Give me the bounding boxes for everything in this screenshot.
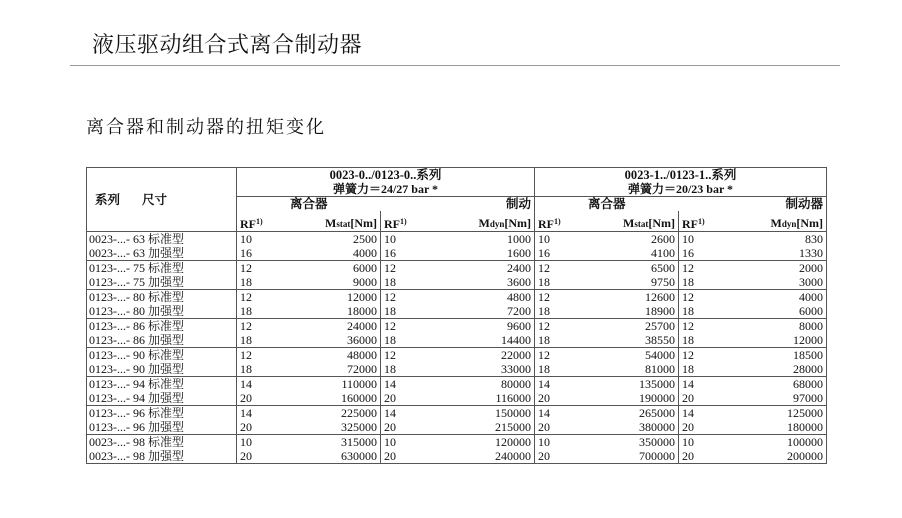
clutch-0-header: 离合器: [237, 197, 381, 212]
table-row: [87, 304, 827, 319]
mstat-col-1: Mstat[Nm]: [279, 211, 381, 232]
table-row: [87, 377, 827, 392]
rf-cell: 18: [381, 304, 423, 319]
torque-cell: 12000: [721, 333, 827, 348]
rf-cell: 16: [237, 246, 279, 261]
rf-cell: 18: [535, 333, 577, 348]
torque-cell: 135000: [639, 377, 675, 391]
table-row: [87, 406, 827, 421]
series-group-0-pressure: 弹簧力＝24/27 bar *: [237, 182, 535, 197]
series-header: 系列: [95, 192, 121, 207]
series-size-header: [87, 168, 237, 232]
torque-cell: 630000: [279, 449, 381, 464]
page-title: 液压驱动组合式离合制动器: [92, 33, 363, 58]
torque-cell: 110000: [341, 377, 377, 391]
torque-cell: 4000: [721, 290, 827, 305]
rf-cell: 18: [381, 333, 423, 348]
table-header: [87, 168, 827, 232]
rf-cell: 18: [679, 275, 721, 290]
torque-cell: 18500: [721, 348, 827, 363]
title-divider: [70, 65, 840, 66]
model-cell: 0123-...- 96 标准型: [87, 406, 237, 421]
torque-cell: 4100: [577, 246, 679, 261]
rf-col-4: RF$^{1)}$: [679, 211, 721, 232]
rf-cell: 12: [381, 348, 423, 363]
rf-cell: 10: [679, 232, 721, 247]
table-row: [87, 435, 827, 450]
rf-cell: 14: [679, 377, 721, 392]
rf-cell: 18: [237, 333, 279, 348]
torque-cell: 1330: [721, 246, 827, 261]
rf-cell: 10: [535, 435, 577, 450]
rf-cell: 10: [381, 435, 423, 450]
torque-cell: 830: [721, 232, 827, 247]
torque-cell: 4000: [279, 246, 381, 261]
torque-cell: 2000: [721, 261, 827, 276]
torque-cell: 116000: [423, 391, 535, 406]
model-cell: 0123-...- 94 加强型: [87, 391, 237, 406]
torque-cell: 48000: [347, 348, 377, 362]
table-row: [87, 449, 827, 464]
torque-cell: 7200: [423, 304, 535, 319]
torque-cell: 190000: [577, 391, 679, 406]
rf-cell: 16: [679, 246, 721, 261]
torque-cell: 6500: [651, 261, 675, 275]
torque-cell: 3000: [721, 275, 827, 290]
torque-cell: 180000: [721, 420, 827, 435]
rf-cell: 14: [237, 406, 279, 421]
rf-cell: 12: [679, 348, 721, 363]
rf-cell: 14: [535, 406, 577, 421]
series-group-1-title: 0023-1../0123-1..系列: [535, 168, 827, 183]
torque-cell: 36000: [279, 333, 381, 348]
rf-cell: 20: [679, 449, 721, 464]
brake-0-header: 制动: [505, 197, 531, 211]
torque-cell: 120000: [495, 435, 531, 449]
rf-cell: 14: [535, 377, 577, 392]
model-cell: 0123-...- 80 加强型: [87, 304, 237, 319]
rf-cell: 20: [535, 449, 577, 464]
model-cell: 0123-...- 96 加强型: [87, 420, 237, 435]
rf-cell: 10: [237, 232, 279, 247]
torque-cell: 9600: [507, 319, 531, 333]
torque-cell: 25700: [645, 319, 675, 333]
rf-col-3: RF$^{1)}$: [535, 211, 577, 232]
rf-cell: 18: [535, 275, 577, 290]
torque-cell: 1000: [507, 232, 531, 246]
torque-cell: 125000: [721, 406, 827, 421]
model-cell: 0123-...- 90 加强型: [87, 362, 237, 377]
model-cell: 0123-...- 86 加强型: [87, 333, 237, 348]
rf-cell: 12: [237, 319, 279, 334]
rf-cell: 12: [237, 261, 279, 276]
series-group-0-title: 0023-0../0123-0..系列: [237, 168, 535, 183]
torque-cell: 315000: [341, 435, 377, 449]
torque-cell: 54000: [645, 348, 675, 362]
rf-cell: 10: [535, 232, 577, 247]
rf-cell: 18: [679, 362, 721, 377]
rf-col-2: RF$^{1)}$: [381, 211, 423, 232]
rf-cell: 12: [237, 348, 279, 363]
rf-cell: 20: [237, 391, 279, 406]
rf-cell: 18: [381, 275, 423, 290]
rf-cell: 10: [679, 435, 721, 450]
model-cell: 0123-...- 86 标准型: [87, 319, 237, 334]
torque-cell: 8000: [721, 319, 827, 334]
rf-cell: 16: [381, 246, 423, 261]
rf-cell: 20: [535, 391, 577, 406]
rf-cell: 20: [237, 420, 279, 435]
rf-cell: 12: [535, 348, 577, 363]
torque-cell: 150000: [495, 406, 531, 420]
rf-cell: 14: [381, 406, 423, 421]
rf-cell: 12: [535, 290, 577, 305]
rf-cell: 14: [237, 377, 279, 392]
torque-cell: 200000: [721, 449, 827, 464]
torque-cell: 97000: [721, 391, 827, 406]
torque-cell: 350000: [639, 435, 675, 449]
torque-table: [86, 167, 827, 464]
torque-cell: 2500: [353, 232, 377, 246]
model-cell: 0023-...- 63 标准型: [87, 232, 237, 247]
rf-cell: 20: [237, 449, 279, 464]
rf-cell: 12: [381, 261, 423, 276]
torque-cell: 9000: [279, 275, 381, 290]
mstat-col-3: Mstat[Nm]: [577, 211, 679, 232]
torque-cell: 700000: [577, 449, 679, 464]
torque-cell: 4800: [507, 290, 531, 304]
table-row: [87, 290, 827, 305]
table-body: [87, 232, 827, 464]
rf-cell: 20: [381, 420, 423, 435]
rf-cell: 18: [381, 362, 423, 377]
torque-cell: 325000: [279, 420, 381, 435]
torque-cell: 225000: [341, 406, 377, 420]
rf-col-1: RF$^{1)}$: [237, 211, 279, 232]
torque-cell: 9750: [577, 275, 679, 290]
rf-cell: 18: [535, 304, 577, 319]
torque-cell: 240000: [423, 449, 535, 464]
table-row: [87, 333, 827, 348]
rf-cell: 20: [679, 420, 721, 435]
series-group-1-pressure: 弹簧力＝20/23 bar *: [535, 182, 827, 197]
clutch-1-header: 离合器: [535, 197, 679, 212]
table-row: [87, 362, 827, 377]
rf-cell: 14: [679, 406, 721, 421]
table-row: [87, 232, 827, 247]
torque-cell: 81000: [577, 362, 679, 377]
rf-cell: 12: [679, 319, 721, 334]
torque-cell: 6000: [721, 304, 827, 319]
model-cell: 0023-...- 63 加强型: [87, 246, 237, 261]
rf-cell: 12: [381, 290, 423, 305]
torque-cell: 18000: [279, 304, 381, 319]
torque-cell: 12000: [347, 290, 377, 304]
model-cell: 0123-...- 94 标准型: [87, 377, 237, 392]
rf-cell: 20: [381, 449, 423, 464]
section-title: 离合器和制动器的扭矩变化: [86, 117, 326, 138]
table-row: [87, 420, 827, 435]
rf-cell: 12: [679, 290, 721, 305]
torque-cell: 18900: [577, 304, 679, 319]
model-cell: 0123-...- 75 标准型: [87, 261, 237, 276]
table-row: [87, 246, 827, 261]
torque-cell: 24000: [347, 319, 377, 333]
table-row: [87, 261, 827, 276]
torque-cell: 380000: [577, 420, 679, 435]
table-row: [87, 391, 827, 406]
brake-1-header: 制动器: [679, 197, 827, 212]
torque-cell: 3600: [423, 275, 535, 290]
model-cell: 0123-...- 80 标准型: [87, 290, 237, 305]
rf-cell: 20: [679, 391, 721, 406]
rf-cell: 10: [381, 232, 423, 247]
torque-cell: 6000: [353, 261, 377, 275]
torque-cell: 12600: [645, 290, 675, 304]
torque-cell: 14400: [423, 333, 535, 348]
rf-cell: 12: [237, 290, 279, 305]
torque-cell: 2400: [507, 261, 531, 275]
torque-cell: 28000: [721, 362, 827, 377]
torque-cell: 2600: [651, 232, 675, 246]
rf-cell: 18: [237, 362, 279, 377]
torque-cell: 68000: [721, 377, 827, 392]
torque-cell: 1600: [423, 246, 535, 261]
rf-cell: 18: [679, 304, 721, 319]
rf-cell: 10: [237, 435, 279, 450]
torque-cell: 22000: [501, 348, 531, 362]
rf-cell: 18: [535, 362, 577, 377]
rf-cell: 20: [381, 391, 423, 406]
mdyn-col-4: Mdyn[Nm]: [721, 211, 827, 232]
torque-cell: 38550: [577, 333, 679, 348]
table-row: [87, 319, 827, 334]
rf-cell: 18: [237, 304, 279, 319]
torque-cell: 33000: [423, 362, 535, 377]
rf-cell: 18: [679, 333, 721, 348]
torque-cell: 160000: [279, 391, 381, 406]
rf-cell: 16: [535, 246, 577, 261]
model-cell: 0123-...- 90 标准型: [87, 348, 237, 363]
size-header: 尺寸: [142, 192, 168, 207]
rf-cell: 12: [535, 261, 577, 276]
model-cell: 0023-...- 98 加强型: [87, 449, 237, 464]
rf-cell: 18: [237, 275, 279, 290]
torque-cell: 215000: [423, 420, 535, 435]
torque-cell: 80000: [501, 377, 531, 391]
rf-cell: 12: [381, 319, 423, 334]
torque-cell: 100000: [721, 435, 827, 450]
table-row: [87, 348, 827, 363]
model-cell: 0123-...- 75 加强型: [87, 275, 237, 290]
rf-cell: 12: [535, 319, 577, 334]
table-row: [87, 275, 827, 290]
rf-cell: 20: [535, 420, 577, 435]
model-cell: 0023-...- 98 标准型: [87, 435, 237, 450]
torque-cell: 72000: [279, 362, 381, 377]
mdyn-col-2: Mdyn[Nm]: [423, 211, 535, 232]
torque-cell: 265000: [639, 406, 675, 420]
rf-cell: 12: [679, 261, 721, 276]
rf-cell: 14: [381, 377, 423, 392]
